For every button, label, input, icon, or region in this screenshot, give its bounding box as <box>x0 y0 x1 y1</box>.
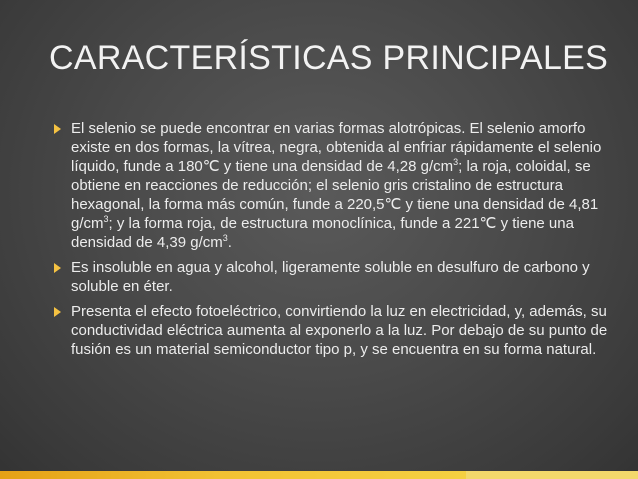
triangle-right-icon <box>54 307 61 317</box>
bullet-item-solubility <box>49 258 609 296</box>
bullet-list <box>49 119 609 365</box>
bullet-text: Es insoluble en agua y alcohol, ligeramente soluble en desulfuro de carbono y soluble en éter. <box>71 259 590 295</box>
triangle-right-icon <box>54 124 61 134</box>
bullet-item-allotropes <box>49 119 609 252</box>
slide-title: CARACTERÍSTICAS PRINCIPALES <box>49 39 609 77</box>
bullet-item-photoelectric <box>49 302 609 359</box>
bullet-text: El selenio se puede encontrar en varias formas alotrópicas. El selenio amorfo existe en dos formas, la vítrea, negra, obtenida al enfriar rápidamente el selenio líquido, funde a 180℃ y tiene una densidad de 4,28 $g/cm^3$; la roja, coloidal, se obtiene en reacciones de reducción; el selenio gris cristalino de estructura hexagonal, la forma más común, funde a 220,5℃ y tiene una densidad de 4,81 $g/cm^3$; y la forma roja, de estructura monoclínica, funde a 221℃ y tiene una densidad de 4,39 $g/cm^3$. <box>71 120 602 251</box>
bullet-text: Presenta el efecto fotoeléctrico, convirtiendo la luz en electricidad, y, además, su conductividad eléctrica aumenta al exponerlo a la luz. Por debajo de su punto de fusión es un material semiconductor tipo p, y se encuentra en su forma natural. <box>71 303 608 358</box>
accent-bar-highlight <box>466 471 638 479</box>
triangle-right-icon <box>54 263 61 273</box>
